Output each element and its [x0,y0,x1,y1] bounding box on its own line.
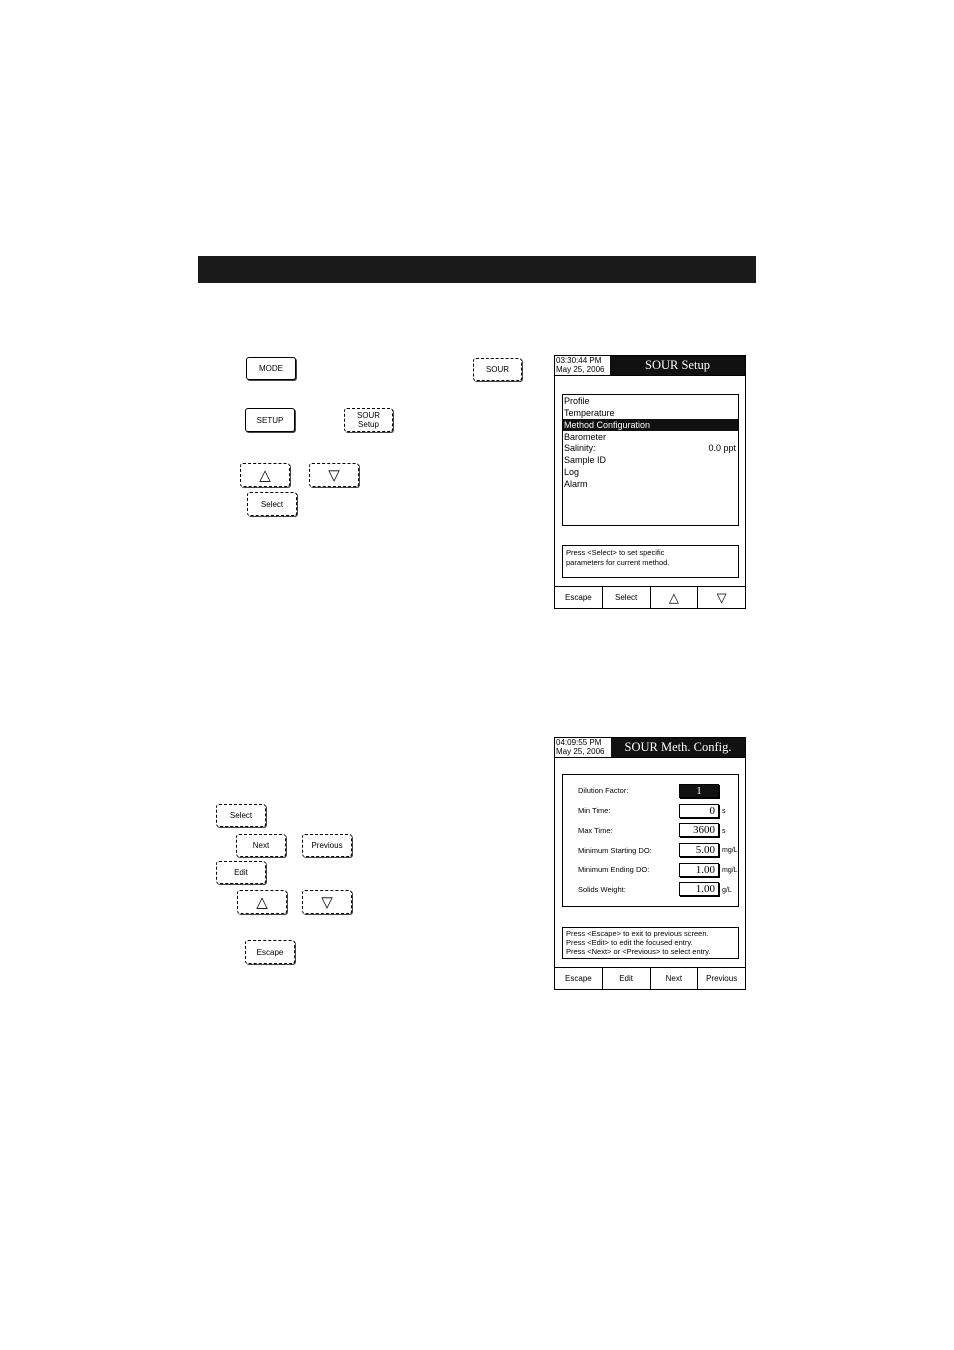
menu-item-label: Method Configuration [564,420,651,430]
dilution-factor-field[interactable]: 1 [679,784,719,798]
menu-item-label: Salinity: [564,443,596,453]
screen-datetime [556,738,604,756]
sour-softkey[interactable]: SOUR [473,358,522,381]
up-arrow-key[interactable]: △ [240,463,290,487]
help-line: parameters for current method. [566,557,670,567]
sour-setup-screen [554,355,746,609]
screen-title: SOUR Setup [610,356,745,375]
softkey-escape[interactable]: Escape [565,593,592,602]
min-starting-do-field[interactable]: 5.00 [679,843,719,857]
mode-key[interactable]: MODE [246,357,296,380]
salinity-value: 0.0 ppt [708,443,736,453]
help-line: Press <Escape> to exit to previous screen. [566,929,709,938]
menu-item-label: Log [564,467,580,477]
menu-item-label: Alarm [564,479,588,489]
menu-item-label: Sample ID [564,455,607,465]
solids-weight-label: Solids Weight: [578,885,626,894]
menu-item-temperature[interactable] [563,407,738,419]
select-softkey-2[interactable]: Select [216,804,266,827]
softkey-up[interactable]: △ [650,587,698,608]
solids-weight-field[interactable]: 1.00 [679,882,719,896]
menu-item-profile[interactable] [563,395,738,407]
softkey-edit[interactable]: Edit [602,968,650,989]
setup-menu-list [562,394,739,526]
select-softkey[interactable]: Select [247,492,297,516]
softkey-escape[interactable]: Escape [565,974,592,983]
min-starting-do-unit: mg/L [722,847,738,854]
min-time-field[interactable]: 0 [679,804,719,818]
softkey-bar [555,967,745,989]
softkey-down[interactable]: ▽ [697,587,745,608]
previous-softkey[interactable]: Previous [302,834,352,857]
softkey-next[interactable]: Next [650,968,698,989]
min-ending-do-field[interactable]: 1.00 [679,863,719,877]
screen-time: 04:09:55 PM [556,738,602,747]
next-softkey[interactable]: Next [236,834,286,857]
help-box [562,545,739,578]
max-time-unit: s [722,828,726,835]
escape-softkey[interactable]: Escape [245,940,295,964]
down-arrow-key[interactable]: ▽ [309,463,359,487]
menu-item-sample-id[interactable] [563,454,738,466]
min-starting-do-label: Minimum Starting DO: [578,846,652,855]
help-box [562,927,739,959]
menu-item-alarm[interactable] [563,478,738,490]
menu-item-log[interactable] [563,466,738,478]
max-time-label: Max Time: [578,826,613,835]
menu-item-label: Profile [564,396,590,406]
menu-item-label: Barometer [564,432,607,442]
screen-title: SOUR Meth. Config. [611,738,745,757]
sour-setup-line2: Setup [358,420,379,429]
screen-date: May 25, 2006 [556,365,605,374]
min-time-unit: s [722,808,726,815]
menu-item-label: Temperature [564,408,615,418]
screen-datetime [556,356,604,374]
help-line: Press <Edit> to edit the focused entry. [566,938,693,947]
screen-time: 03:30:44 PM [556,356,602,365]
dilution-factor-label: Dilution Factor: [578,786,629,795]
sour-setup-softkey[interactable] [344,408,393,432]
title-divider [555,375,745,376]
min-ending-do-label: Minimum Ending DO: [578,865,650,874]
edit-softkey[interactable]: Edit [216,861,266,884]
softkey-select[interactable]: Select [602,587,650,608]
softkey-bar [555,586,745,608]
help-line: Press <Next> or <Previous> to select entry. [566,947,711,956]
menu-item-method-configuration[interactable] [563,419,738,431]
up-arrow-key-2[interactable]: △ [237,890,287,914]
max-time-field[interactable]: 3600 [679,823,719,837]
min-time-label: Min Time: [578,806,611,815]
setup-key[interactable]: SETUP [245,408,295,432]
menu-item-salinity[interactable] [563,442,738,454]
sour-method-config-screen [554,737,746,990]
section-header-bar [198,256,756,283]
solids-weight-unit: g/L [722,887,732,894]
method-config-fields [562,774,739,907]
down-arrow-key-2[interactable]: ▽ [302,890,352,914]
min-ending-do-unit: mg/L [722,867,738,874]
softkey-previous[interactable]: Previous [697,968,745,989]
title-divider [555,757,745,758]
screen-date: May 25, 2006 [556,747,605,756]
help-line: Press <Select> to set specific [566,548,665,557]
sour-setup-line1: SOUR [356,411,381,420]
